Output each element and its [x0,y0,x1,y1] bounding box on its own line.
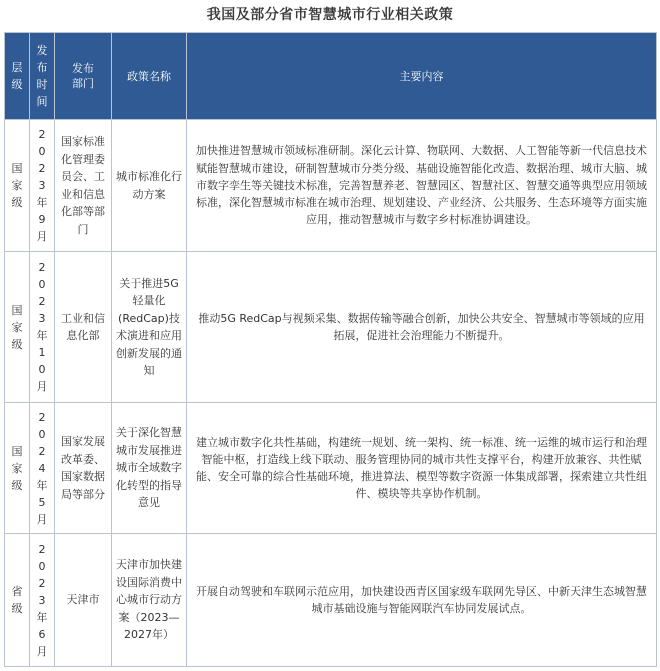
cell-date: 2024年5月 [30,403,55,534]
cell-date: 2023年9月 [30,120,55,252]
header-department: 发布部门 [55,33,112,120]
cell-department: 天津市 [55,534,112,667]
cell-policy: 关于深化智慧城市发展推进城市全域数字化转型的指导意见 [112,403,187,534]
cell-department: 工业和信息化部 [55,252,112,403]
cell-content: 建立城市数字化共性基础，构建统一规划、统一架构、统一标准、统一运维的城市运行和治理智能中枢，打造线上线下联动、服务管理协同的城市共性支撑平台，构建开放兼容、共性赋能、安全可靠的综合性基础环境，推进算法、模型等数字资源一体集成部署，探索建立共性组件、模块等共享协作机制。 [187,403,657,534]
table-row [5,534,657,667]
table-row [5,403,657,534]
page-title: 我国及部分省市智慧城市行业相关政策 [206,7,454,23]
cell-content: 加快推进智慧城市领域标准研制。深化云计算、物联网、大数据、人工智能等新一代信息技术赋能智慧城市建设，研制智慧城市分类分级、基础设施智能化改造、数据治理、城市大脑、城市数字孪生等关键技术标准，完善智慧养老、智慧园区、智慧社区、智慧交通等典型应用领域标准，深化智慧城市标准在城市治理、规划建设、产业经济、公共服务、生态环境等方面实施应用，推动智慧城市与数字乡村标准协调建设。 [187,120,657,252]
cell-policy: 关于推进5G轻量化(RedCap)技术演进和应用创新发展的通知 [112,252,187,403]
cell-level: 国家级 [5,403,30,534]
cell-level: 国家级 [5,120,30,252]
header-date: 发布时间 [30,33,55,120]
cell-policy: 天津市加快建设国际消费中心城市行动方案（2023—2027年） [112,534,187,667]
cell-date: 2023年6月 [30,534,55,667]
table-row [5,252,657,403]
header-policy: 政策名称 [112,33,187,120]
header-content: 主要内容 [187,33,657,120]
cell-level: 国家级 [5,252,30,403]
cell-department: 国家发展改革委、国家数据局等部分 [55,403,112,534]
table-row [5,120,657,252]
cell-content: 开展自动驾驶和车联网示范应用，加快建设西青区国家级车联网先导区、中新天津生态城智慧城市基础设施与智能网联汽车协同发展试点。 [187,534,657,667]
cell-content: 推动5G RedCap与视频采集、数据传输等融合创新，加快公共安全、智慧城市等领域的应用拓展，促进社会治理能力不断提升。 [187,252,657,403]
cell-policy: 城市标准化行动方案 [112,120,187,252]
cell-date: 2023年10月 [30,252,55,403]
policy-table [4,32,657,667]
table-header-row [5,33,657,120]
cell-department: 国家标准化管理委员会、工业和信息化部等部门 [55,120,112,252]
header-level: 层级 [5,33,30,120]
cell-level: 省级 [5,534,30,667]
